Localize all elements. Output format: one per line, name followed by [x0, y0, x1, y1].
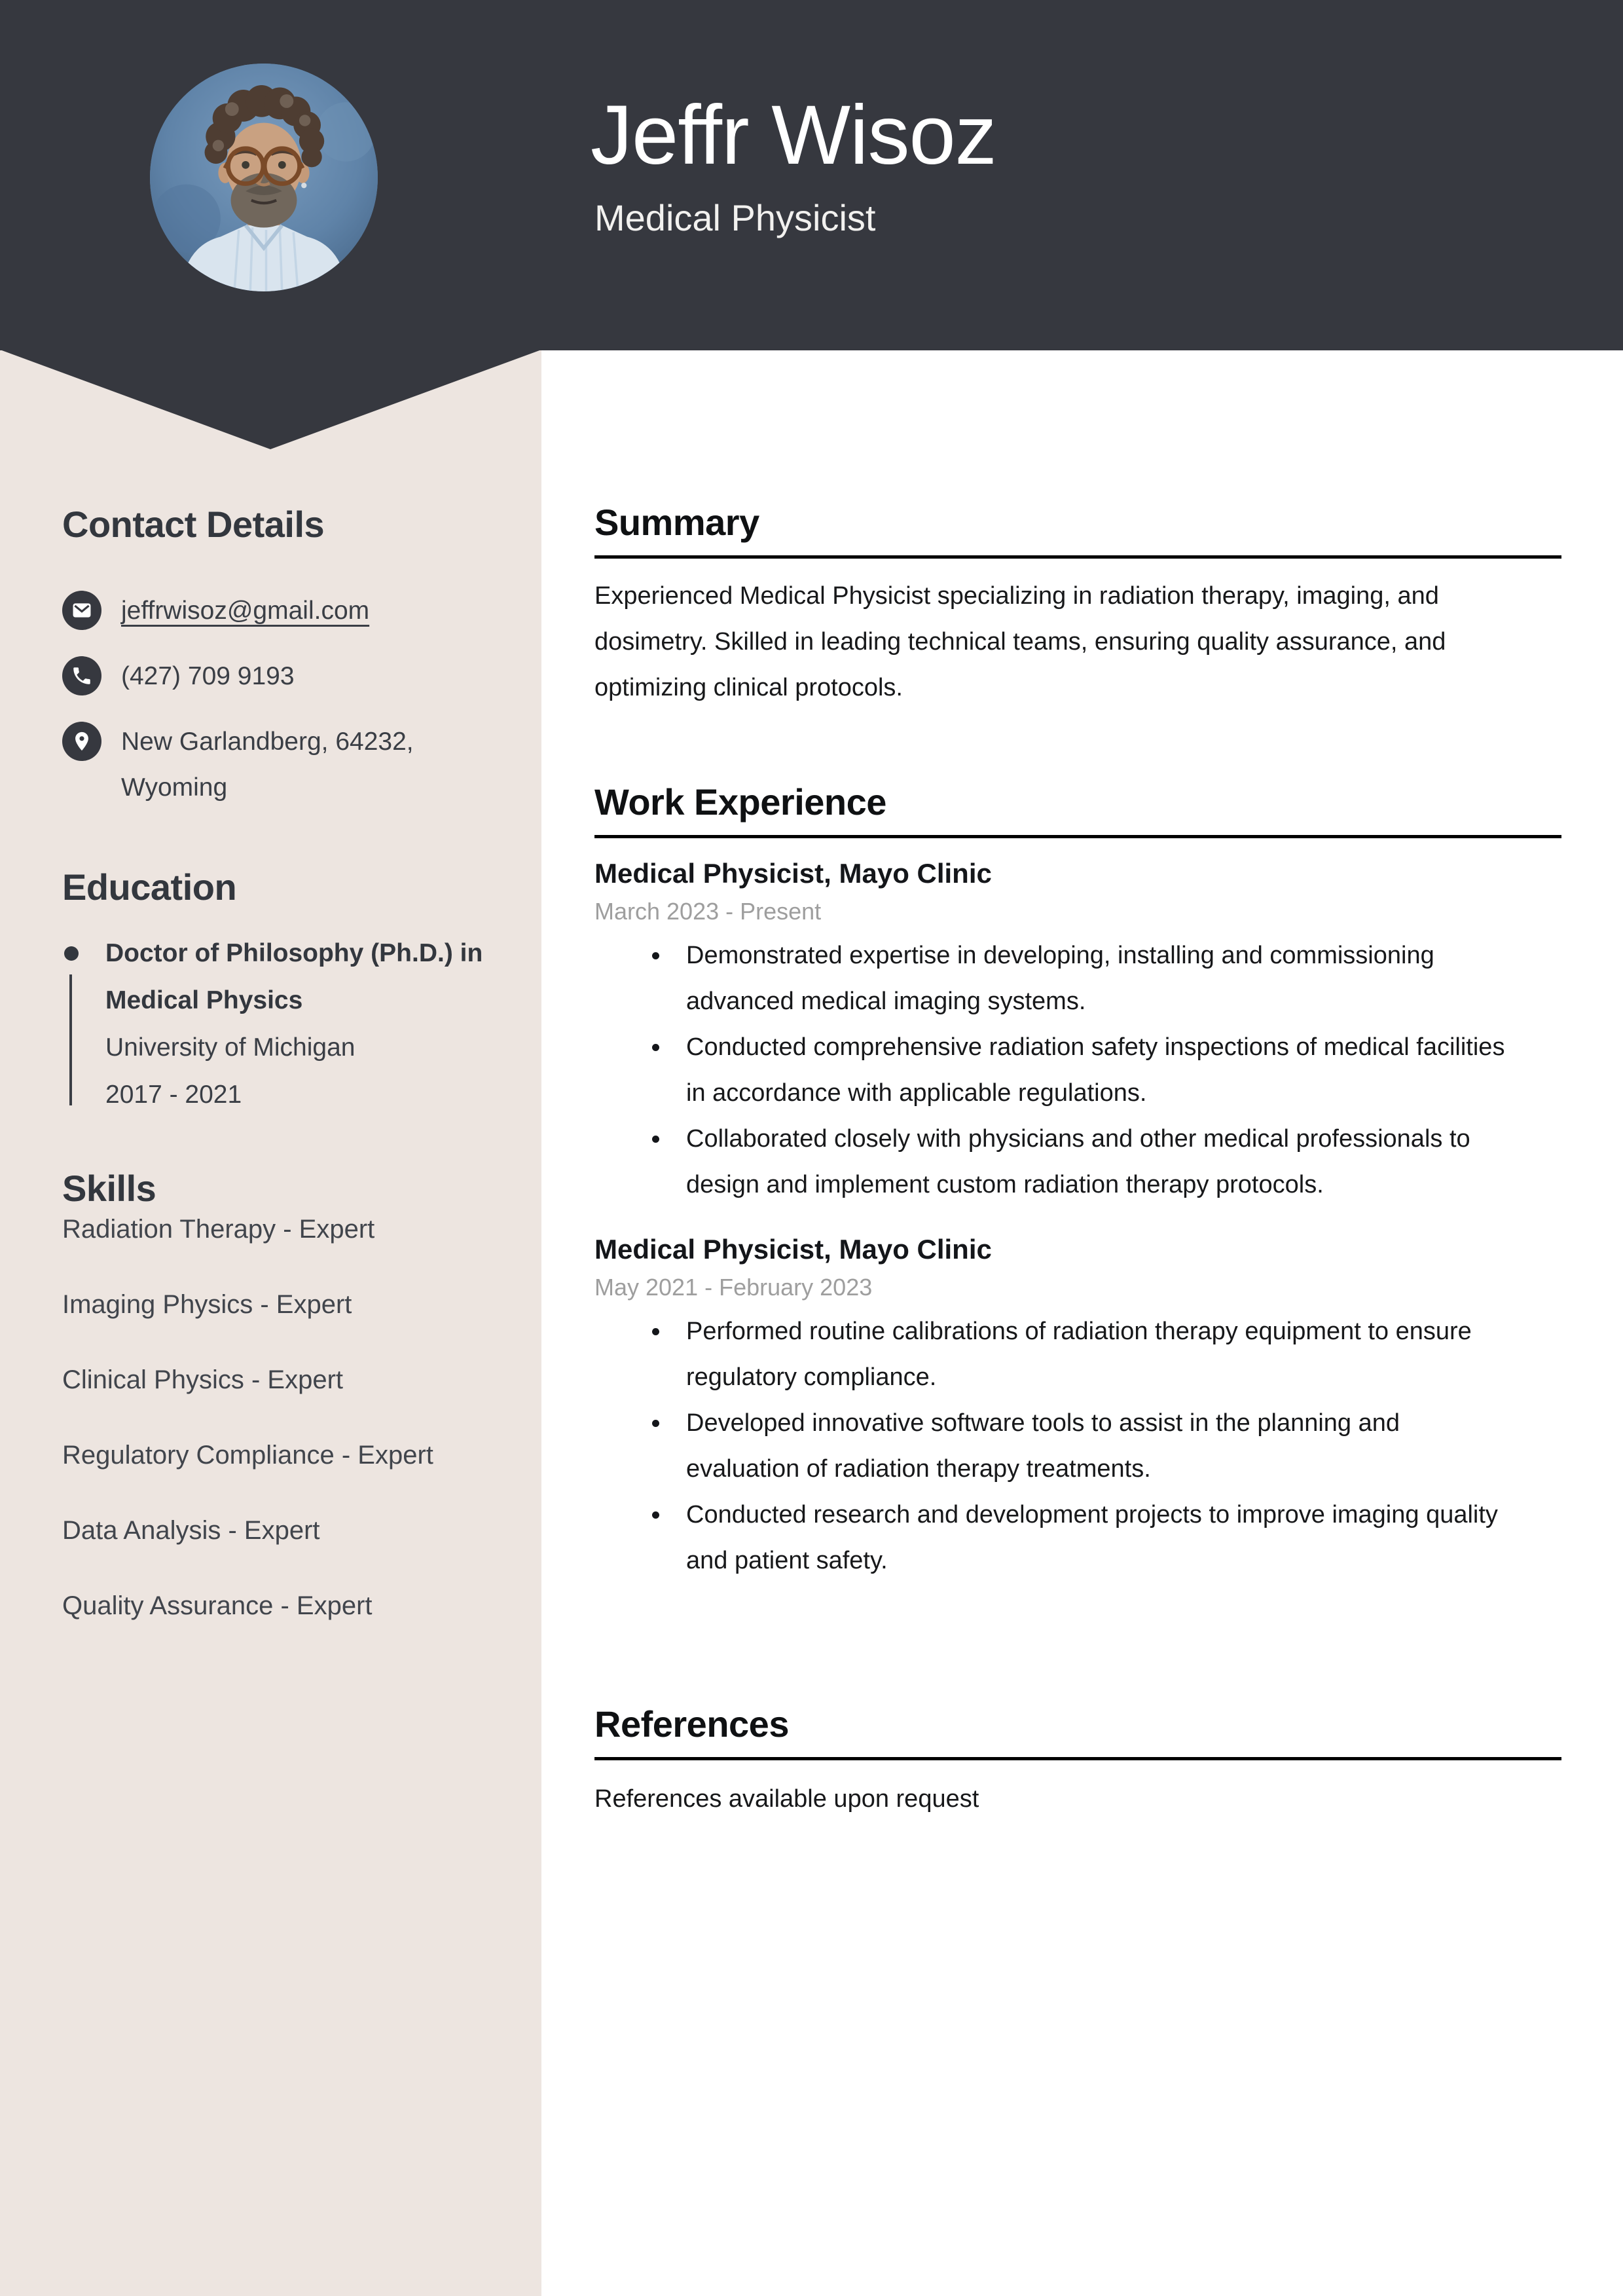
education-entry: [62, 930, 511, 1119]
summary-section: [594, 501, 1561, 711]
portrait-illustration: [150, 64, 378, 291]
work-experience-section: [594, 781, 1561, 1583]
envelope-icon: [62, 591, 101, 630]
job-dates: May 2021 - February 2023: [594, 1274, 873, 1301]
contact-details-heading: Contact Details: [62, 504, 325, 545]
contact-row-location: [62, 719, 442, 811]
skill-item: Clinical Physics - Expert: [62, 1365, 344, 1394]
job-bullet: Demonstrated expertise in developing, installing and commissioning advanced medical imaging systems.: [594, 933, 1508, 1024]
profile-photo: [150, 64, 378, 291]
job-bullet-list: [594, 1308, 1508, 1583]
education-heading: Education: [62, 866, 237, 908]
references-section: [594, 1703, 1561, 1822]
job-title: Medical Physicist, Mayo Clinic: [594, 858, 992, 889]
job-title: Medical Physicist, Mayo Clinic: [594, 1234, 992, 1265]
education-degree: Doctor of Philosophy (Ph.D.) in Medical Physics: [105, 939, 483, 1014]
job-bullet-list: [594, 933, 1508, 1208]
contact-row-phone: [62, 654, 442, 699]
job-entry: [594, 1231, 1561, 1583]
references-heading: References: [594, 1703, 1561, 1760]
skill-item: Quality Assurance - Expert: [62, 1591, 373, 1620]
job-bullet: Conducted research and development projects to improve imaging quality and patient safety.: [594, 1492, 1508, 1583]
phone-icon: [62, 656, 101, 695]
job-entry: [594, 855, 1561, 1208]
email-link[interactable]: jeffrwisoz@gmail.com: [121, 597, 370, 625]
education-years: 2017 - 2021: [105, 1081, 242, 1109]
skill-item: Radiation Therapy - Expert: [62, 1215, 375, 1244]
summary-text: Experienced Medical Physicist specializing in radiation therapy, imaging, and dosimetry. Skilled in leading technical teams, ensuring quality assurance, and optimizing clinical protocols.: [594, 582, 1446, 701]
job-bullet: Conducted comprehensive radiation safety inspections of medical facilities in accordance with applicable regulations.: [594, 1024, 1508, 1116]
contact-row-email: [62, 588, 442, 634]
person-job-title: Medical Physicist: [594, 197, 876, 238]
contact-email: [121, 588, 435, 634]
skills-heading: Skills: [62, 1168, 156, 1209]
header-chevron-shape: [0, 350, 541, 449]
contact-location: New Garlandberg, 64232, Wyoming: [121, 728, 414, 802]
education-school: University of Michigan: [105, 1033, 356, 1062]
references-text: References available upon request: [594, 1785, 979, 1813]
job-dates: March 2023 - Present: [594, 898, 822, 925]
contact-list: [62, 588, 442, 830]
job-bullet: Performed routine calibrations of radiation therapy equipment to ensure regulatory compliance.: [594, 1308, 1508, 1400]
job-bullet: Collaborated closely with physicians and other medical professionals to design and implement custom radiation therapy protocols.: [594, 1116, 1508, 1208]
skill-item: Regulatory Compliance - Expert: [62, 1441, 433, 1470]
summary-heading: Summary: [594, 501, 1561, 559]
skill-item: Imaging Physics - Expert: [62, 1290, 352, 1319]
map-pin-icon: [62, 722, 101, 761]
job-bullet: Developed innovative software tools to assist in the planning and evaluation of radiation therapy treatments.: [594, 1400, 1508, 1492]
work-experience-heading: Work Experience: [594, 781, 1561, 838]
skill-item: Data Analysis - Expert: [62, 1516, 320, 1545]
contact-phone: (427) 709 9193: [121, 662, 295, 690]
skills-list: [62, 1205, 433, 1657]
person-name: Jeffr Wisoz: [591, 88, 996, 182]
